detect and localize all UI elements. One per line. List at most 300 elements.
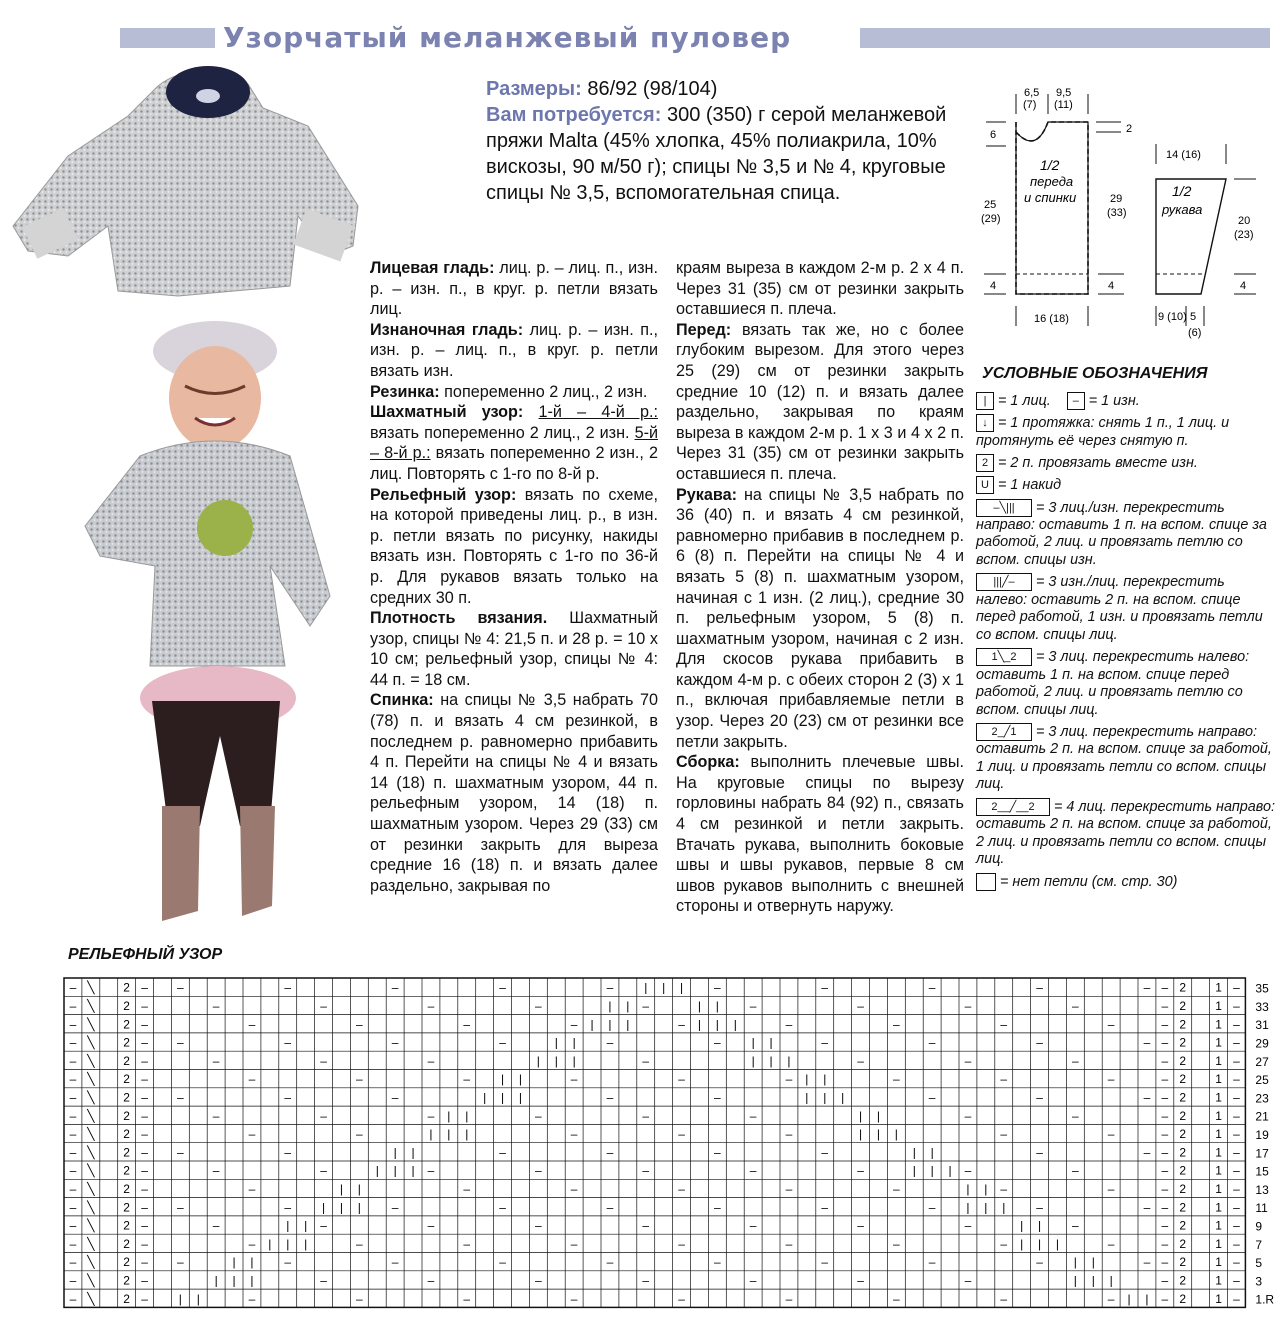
stitch-symbol: – bbox=[570, 1236, 578, 1251]
legend-text: = 1 изн. bbox=[1088, 392, 1140, 409]
stitch-symbol: – bbox=[642, 1108, 650, 1123]
stitch-symbol: – bbox=[642, 1163, 650, 1178]
stitch-symbol: – bbox=[1072, 1108, 1079, 1123]
stitch-symbol: | bbox=[1037, 1218, 1042, 1233]
cross-right-knit-symbol-icon: 2_╱1 bbox=[976, 723, 1032, 741]
stitch-symbol: – bbox=[1233, 1236, 1240, 1251]
stitch-symbol: | bbox=[500, 1072, 505, 1087]
stitch-symbol: – bbox=[964, 1273, 972, 1288]
stitch-symbol: 2 bbox=[123, 1291, 130, 1306]
stitch-symbol: – bbox=[69, 1236, 77, 1251]
stitch-symbol: – bbox=[320, 1218, 327, 1233]
stitch-symbol: – bbox=[1161, 1072, 1169, 1087]
stitch-symbol: | bbox=[393, 1163, 397, 1178]
legend-text: = нет петли (см. стр. 30) bbox=[1000, 873, 1178, 890]
row-label: 29 bbox=[1255, 1036, 1269, 1051]
stitch-symbol: – bbox=[1233, 1273, 1240, 1288]
stitch-symbol: – bbox=[141, 1090, 148, 1105]
sizes-value: 86/92 (98/104) bbox=[581, 78, 718, 100]
stitch-symbol: | bbox=[572, 1053, 576, 1068]
stitch-symbol: – bbox=[356, 1127, 363, 1142]
stitch-symbol: 2 bbox=[1179, 1255, 1187, 1270]
stitch-symbol: | bbox=[214, 1273, 218, 1288]
stitch-symbol: 2 bbox=[1179, 1035, 1187, 1050]
stitch-symbol: ╲ bbox=[87, 1163, 95, 1178]
stitch-symbol: | bbox=[483, 1090, 487, 1105]
stitch-symbol: – bbox=[749, 999, 757, 1014]
stitch-symbol: | bbox=[554, 1053, 558, 1068]
stitch-symbol: – bbox=[141, 1053, 148, 1068]
dim-label: 9 (10) bbox=[1158, 311, 1187, 323]
stitch-symbol: – bbox=[1233, 1182, 1240, 1197]
stitch-symbol: 2 bbox=[123, 1255, 130, 1270]
stitch-symbol: | bbox=[697, 1017, 702, 1032]
stitch-symbol: | bbox=[393, 1145, 397, 1160]
stitch-symbol: – bbox=[964, 1163, 972, 1178]
stitch-symbol: – bbox=[570, 1127, 578, 1142]
stitch-symbol: | bbox=[697, 999, 702, 1014]
stitch-symbol: – bbox=[320, 1053, 327, 1068]
title-bar-right bbox=[860, 28, 1270, 48]
stitch-symbol: | bbox=[626, 999, 630, 1014]
stitch-symbol: 2 bbox=[1179, 1182, 1187, 1197]
stitch-symbol: – bbox=[248, 1182, 256, 1197]
dim-label: (11) bbox=[1054, 99, 1073, 111]
stitch-symbol: | bbox=[858, 1127, 863, 1142]
stitch-symbol: – bbox=[69, 1273, 77, 1288]
stitch-symbol: – bbox=[535, 1108, 542, 1123]
paragraph-text: вязать по схеме, на которой приведены лиц. р., в изн. р. петли вязать по рисунку, накиды вязать изн. Повторять с 1-го по 36-й р. Для рукавов вязать только на средних 30 п. bbox=[370, 485, 659, 607]
dim-label: 4 bbox=[1240, 280, 1247, 292]
stitch-symbol: – bbox=[1161, 1035, 1169, 1050]
row-label: 33 bbox=[1255, 999, 1269, 1014]
stitch-symbol: | bbox=[250, 1273, 254, 1288]
stitch-symbol: | bbox=[196, 1291, 200, 1306]
stitch-symbol: – bbox=[1161, 1200, 1169, 1215]
dim-label: 25 bbox=[984, 199, 997, 211]
legend-item bbox=[976, 414, 1276, 450]
stitch-symbol: – bbox=[1161, 1255, 1169, 1270]
purl2tog-symbol-icon: 2 bbox=[976, 454, 994, 472]
stitch-symbol: – bbox=[749, 1163, 757, 1178]
stitch-symbol: – bbox=[785, 1017, 793, 1032]
stitch-symbol: | bbox=[644, 980, 648, 995]
stitch-symbol: | bbox=[876, 1108, 881, 1123]
stitch-symbol: 1 bbox=[1215, 980, 1222, 995]
stitch-symbol: | bbox=[304, 1236, 308, 1251]
sizes-label: Размеры: bbox=[486, 78, 582, 100]
stitch-symbol: – bbox=[320, 999, 327, 1014]
row-label: 31 bbox=[1255, 1018, 1269, 1033]
cross-left-knit-symbol-icon: 1╲_2 bbox=[976, 648, 1032, 666]
stitch-symbol: – bbox=[678, 1236, 685, 1251]
paragraph-text: краям выреза в каждом 2-м р. 2 х 4 п. Через 31 (35) см от резинки закрыть оставшиеся п. плеча. bbox=[676, 259, 964, 319]
stitch-symbol: ╲ bbox=[87, 1090, 95, 1105]
cross-right-symbol-icon: –╲||| bbox=[976, 499, 1032, 517]
stitch-symbol: ╲ bbox=[87, 1017, 95, 1032]
stitch-symbol: 1 bbox=[1215, 1273, 1222, 1288]
stitch-symbol: | bbox=[518, 1090, 523, 1105]
stitch-symbol: – bbox=[499, 1035, 506, 1050]
stitch-symbol: – bbox=[1036, 1200, 1043, 1215]
stitch-symbol: | bbox=[447, 1127, 451, 1142]
stitch-symbol: 2 bbox=[1179, 1127, 1187, 1142]
stitch-symbol: – bbox=[177, 1145, 184, 1160]
stitch-symbol: – bbox=[570, 1291, 578, 1306]
stitch-symbol: – bbox=[785, 1127, 793, 1142]
stitch-symbol: – bbox=[391, 980, 399, 995]
stitch-symbol: – bbox=[177, 1090, 184, 1105]
stitch-symbol: – bbox=[821, 980, 829, 995]
stitch-symbol: – bbox=[893, 1072, 900, 1087]
stitch-symbol: 1 bbox=[1215, 1255, 1222, 1270]
stitch-symbol: – bbox=[1233, 1200, 1240, 1215]
front-label: 1/2 bbox=[1040, 157, 1060, 173]
stitch-symbol: 2 bbox=[123, 1163, 130, 1178]
paragraph-text: вязать попеременно 2 изн., 2 лиц. Повторять с 1-го по 8-й р. bbox=[370, 444, 658, 483]
stitch-symbol: – bbox=[248, 1017, 256, 1032]
stitch-symbol: – bbox=[642, 1273, 650, 1288]
dim-label: 29 bbox=[1110, 193, 1123, 205]
stitch-symbol: | bbox=[339, 1200, 344, 1215]
stitch-symbol: 1 bbox=[1215, 1163, 1222, 1178]
row-label: 17 bbox=[1255, 1146, 1269, 1161]
stitch-symbol: – bbox=[356, 1072, 363, 1087]
stitch-symbol: – bbox=[1233, 1108, 1240, 1123]
paragraph-label: Изнаночная гладь: bbox=[370, 320, 524, 339]
stitch-symbol: | bbox=[536, 1053, 540, 1068]
stitch-symbol: | bbox=[321, 1200, 326, 1215]
stitch-symbol: | bbox=[232, 1255, 236, 1270]
stitch-symbol: – bbox=[320, 1273, 327, 1288]
row-label: 35 bbox=[1255, 981, 1269, 996]
stitch-symbol: – bbox=[1036, 980, 1043, 995]
stitch-symbol: – bbox=[1143, 1200, 1151, 1215]
stitch-symbol: – bbox=[1000, 1127, 1008, 1142]
stitch-symbol: 2 bbox=[1179, 999, 1187, 1014]
stitch-symbol: – bbox=[212, 1163, 220, 1178]
stitch-symbol: | bbox=[912, 1163, 916, 1178]
stitch-symbol: ╲ bbox=[87, 1182, 95, 1197]
stitch-symbol: | bbox=[268, 1236, 272, 1251]
stitch-symbol: 1 bbox=[1215, 1108, 1222, 1123]
stitch-symbol: – bbox=[284, 1200, 292, 1215]
stitch-symbol: – bbox=[141, 1145, 148, 1160]
stitch-symbol: 2 bbox=[1179, 1053, 1187, 1068]
stitch-symbol: – bbox=[1036, 1035, 1043, 1050]
stitch-symbol: – bbox=[857, 1273, 864, 1288]
stitch-symbol: – bbox=[499, 1255, 506, 1270]
stitch-symbol: – bbox=[893, 1182, 900, 1197]
stitch-symbol: ╲ bbox=[87, 1200, 95, 1215]
stitch-symbol: – bbox=[141, 980, 148, 995]
legend-text: = 3 лиц. перекрестить налево: оставить 1 п. на вспом. спице перед работой, 2 лиц. и провязать петлю со вспом. спицы лиц. bbox=[976, 649, 1250, 718]
stitch-symbol: | bbox=[465, 1108, 469, 1123]
stitch-symbol: | bbox=[339, 1182, 344, 1197]
stitch-symbol: – bbox=[248, 1072, 256, 1087]
garment-schema bbox=[976, 84, 1266, 354]
stitch-symbol: – bbox=[714, 1035, 721, 1050]
stitch-symbol: – bbox=[1161, 1163, 1169, 1178]
stitch-symbol: ╲ bbox=[87, 1035, 95, 1050]
stitch-symbol: | bbox=[841, 1090, 845, 1105]
row-label: 19 bbox=[1255, 1128, 1269, 1143]
paragraph bbox=[676, 752, 964, 917]
stitch-symbol: – bbox=[928, 1035, 936, 1050]
stitch-symbol: – bbox=[356, 1017, 363, 1032]
stitch-symbol: – bbox=[69, 1127, 77, 1142]
dim-label: (23) bbox=[1234, 229, 1254, 241]
row-label: 1.R bbox=[1255, 1292, 1275, 1307]
legend-item bbox=[976, 873, 1276, 891]
stitch-symbol: ╲ bbox=[87, 1108, 95, 1123]
stitch-symbol: | bbox=[805, 1090, 809, 1105]
stitch-symbol: 1 bbox=[1215, 1182, 1222, 1197]
stitch-symbol: – bbox=[1161, 1273, 1169, 1288]
stitch-symbol: 1 bbox=[1215, 1200, 1222, 1215]
stitch-symbol: – bbox=[1107, 1017, 1115, 1032]
stitch-symbol: – bbox=[606, 1255, 614, 1270]
row-label: 13 bbox=[1255, 1182, 1269, 1197]
stitch-symbol: | bbox=[1091, 1273, 1095, 1288]
stitch-symbol: – bbox=[1233, 1072, 1240, 1087]
stitch-symbol: – bbox=[141, 1072, 148, 1087]
row-range: 1-й – 4-й р.: bbox=[538, 403, 658, 422]
stitch-symbol: ╲ bbox=[87, 1072, 95, 1087]
stitch-symbol: ╲ bbox=[87, 1127, 95, 1142]
stitch-symbol: – bbox=[857, 999, 864, 1014]
stitch-symbol: – bbox=[1161, 1291, 1169, 1306]
slip-symbol-icon: ↓ bbox=[976, 414, 994, 432]
paragraph-text: лиц. р. – изн. п., изн. р. – лиц. п., в круг. р. петли вязать изн. bbox=[370, 320, 658, 380]
paragraph bbox=[676, 485, 964, 753]
dim-label: 20 bbox=[1238, 215, 1251, 227]
stitch-symbol: ╲ bbox=[87, 1255, 95, 1270]
stitch-symbol: – bbox=[427, 1108, 435, 1123]
paragraph-label: Сборка: bbox=[676, 753, 740, 772]
dim-label: (33) bbox=[1107, 207, 1127, 219]
stitch-symbol: ╲ bbox=[87, 1053, 95, 1068]
stitch-symbol: – bbox=[857, 1163, 864, 1178]
row-label: 25 bbox=[1255, 1073, 1269, 1088]
stitch-symbol: – bbox=[284, 1145, 292, 1160]
stitch-symbol: – bbox=[964, 1053, 972, 1068]
stitch-symbol: – bbox=[1143, 1090, 1151, 1105]
stitch-symbol: – bbox=[1161, 1218, 1169, 1233]
stitch-symbol: – bbox=[1036, 1145, 1043, 1160]
stitch-symbol: | bbox=[733, 1017, 737, 1032]
stitch-symbol: – bbox=[69, 1255, 77, 1270]
title-banner bbox=[120, 20, 1270, 56]
stitch-symbol: – bbox=[964, 1108, 972, 1123]
stitch-symbol: – bbox=[463, 1017, 471, 1032]
stitch-symbol: – bbox=[928, 1090, 936, 1105]
stitch-symbol: – bbox=[141, 1200, 148, 1215]
stitch-symbol: – bbox=[535, 1218, 542, 1233]
sweater-photo bbox=[8, 56, 368, 306]
stitch-symbol: | bbox=[1073, 1255, 1077, 1270]
stitch-symbol: | bbox=[966, 1200, 970, 1215]
stitch-symbol: | bbox=[500, 1090, 505, 1105]
stitch-symbol: – bbox=[570, 1072, 578, 1087]
stitch-symbol: | bbox=[769, 1035, 773, 1050]
stitch-symbol: – bbox=[69, 999, 77, 1014]
stitch-symbol: | bbox=[411, 1163, 415, 1178]
stitch-symbol: – bbox=[714, 980, 721, 995]
stitch-symbol: | bbox=[823, 1072, 827, 1087]
stitch-symbol: | bbox=[1055, 1236, 1060, 1251]
stitch-symbol: – bbox=[177, 1255, 184, 1270]
stitch-symbol: – bbox=[141, 1291, 148, 1306]
dim-label: 5 bbox=[1190, 311, 1197, 323]
front-label: переда bbox=[1030, 174, 1074, 189]
stitch-symbol: – bbox=[1161, 1236, 1169, 1251]
front-label: и спинки bbox=[1024, 190, 1077, 205]
stitch-symbol: – bbox=[785, 1236, 793, 1251]
legend-text: = 3 лиц./изн. перекрестить направо: оставить 1 п. на вспом. спице за работой, 2 лиц. и провязать петлю со вспом. спицы изн. bbox=[976, 499, 1267, 568]
row-range: 5-й – 8-й р.: bbox=[370, 423, 658, 463]
legend-text: = 3 изн./лиц. перекрестить налево: оставить 2 п. на вспом. спице перед работой, 1 изн. и провязать петли со вспом. спицы лиц. bbox=[976, 574, 1263, 643]
stitch-symbol: – bbox=[1143, 1035, 1151, 1050]
stitch-symbol: 1 bbox=[1215, 1017, 1222, 1032]
stitch-symbol: – bbox=[606, 980, 614, 995]
stitch-symbol: – bbox=[1107, 1072, 1115, 1087]
stitch-symbol: 2 bbox=[123, 1182, 130, 1197]
stitch-symbol: – bbox=[714, 1200, 721, 1215]
stitch-symbol: 2 bbox=[1179, 1291, 1187, 1306]
stitch-symbol: – bbox=[606, 1035, 614, 1050]
stitch-symbol: – bbox=[678, 1182, 685, 1197]
dim-label: 14 (16) bbox=[1166, 149, 1201, 161]
stitch-symbol: | bbox=[626, 1017, 630, 1032]
paragraph-text: на спицы № 3,5 набрать по 36 (40) п. и вязать 4 см резинкой, равномерно прибавив в последнем р. 6 (8) п. Перейти на спицы № 4 и вязать 5 (8) п. шахматным узором, начиная с 1 изн. (2 лиц.), средние 30 п. рельефным узором, 5 (8) п. шахматным узором, начиная с 2 изн. Для скосов рукава прибавить в каждом 4-м р. с обеих сторон 2 (3) х 1 п., включая прибавляемые петли в узор. Через 20 (23) см от резинки все петли закрыть. bbox=[676, 485, 964, 751]
row-label: 15 bbox=[1255, 1164, 1269, 1179]
stitch-symbol: | bbox=[679, 980, 684, 995]
stitch-symbol: 2 bbox=[1179, 1163, 1187, 1178]
paragraph-text: на спицы № 3,5 набрать 70 (78) п. и вязать 4 см резинкой, в последнем р. равномерно прибавить 4 п. Перейти на спицы № 4 и вязать 14 (18) п. шахматным узором, 44 п. рельефным узором, 14 (18) п. шахматным узором. Через 29 (33) см от резинки закрыть для выреза средние 16 (18) п. и вязать далее раздельно, закрывая по bbox=[370, 691, 658, 895]
stitch-symbol: | bbox=[250, 1255, 254, 1270]
stitch-symbol: | bbox=[662, 980, 666, 995]
cross-4-symbol-icon: 2__╱__2 bbox=[976, 798, 1050, 816]
stitch-symbol: – bbox=[463, 1182, 471, 1197]
stitch-symbol: – bbox=[1000, 1291, 1008, 1306]
stitch-symbol: – bbox=[284, 980, 292, 995]
stitch-symbol: – bbox=[535, 1273, 542, 1288]
stitch-symbol: – bbox=[1143, 1145, 1151, 1160]
stitch-symbol: – bbox=[1000, 1236, 1008, 1251]
paragraph bbox=[370, 690, 658, 896]
row-label: 23 bbox=[1255, 1091, 1269, 1106]
stitch-symbol: – bbox=[964, 1218, 972, 1233]
stitch-symbol: 2 bbox=[123, 1236, 130, 1251]
stitch-symbol: – bbox=[1161, 1053, 1169, 1068]
stitch-symbol: | bbox=[1127, 1291, 1131, 1306]
stitch-symbol: – bbox=[1233, 1090, 1240, 1105]
stitch-symbol: – bbox=[177, 1200, 184, 1215]
stitch-symbol: – bbox=[714, 1090, 721, 1105]
stitch-symbol: 2 bbox=[123, 1145, 130, 1160]
stitch-symbol: | bbox=[715, 999, 719, 1014]
stitch-symbol: – bbox=[1161, 1127, 1169, 1142]
paragraph-text: вязать попеременно 2 лиц., 2 изн. bbox=[370, 423, 635, 442]
dim-label: 2 bbox=[1126, 123, 1133, 135]
stitch-symbol: – bbox=[427, 1218, 435, 1233]
stitch-symbol: – bbox=[678, 1127, 685, 1142]
dim-label: 16 (18) bbox=[1034, 313, 1069, 325]
stitch-symbol: | bbox=[447, 1108, 451, 1123]
stitch-symbol: – bbox=[1161, 1017, 1169, 1032]
dim-label: 9,5 bbox=[1056, 87, 1072, 99]
stitch-symbol: – bbox=[1161, 1145, 1169, 1160]
legend-text: = 2 п. провязать вместе изн. bbox=[998, 454, 1198, 471]
stitch-symbol: 1 bbox=[1215, 1291, 1222, 1306]
stitch-symbol: – bbox=[893, 1291, 900, 1306]
paragraph-label: Перед: bbox=[676, 320, 732, 339]
stitch-symbol: – bbox=[1233, 1218, 1240, 1233]
stitch-symbol: 1 bbox=[1215, 1053, 1222, 1068]
stitch-symbol: – bbox=[1107, 1127, 1115, 1142]
stitch-symbol: 2 bbox=[1179, 1145, 1187, 1160]
stitch-symbol: ╲ bbox=[87, 1273, 95, 1288]
stitch-symbol: – bbox=[141, 1218, 148, 1233]
stitch-symbol: – bbox=[821, 1145, 829, 1160]
stitch-symbol: | bbox=[787, 1053, 791, 1068]
stitch-symbol: 1 bbox=[1215, 1035, 1222, 1050]
stitch-symbol: 2 bbox=[1179, 1072, 1187, 1087]
stitch-symbol: 1 bbox=[1215, 999, 1222, 1014]
stitch-symbol: | bbox=[304, 1218, 308, 1233]
stitch-symbol: 2 bbox=[123, 1035, 130, 1050]
stitch-symbol: – bbox=[535, 999, 542, 1014]
stitch-symbol: – bbox=[642, 1053, 650, 1068]
stitch-symbol: – bbox=[714, 1145, 721, 1160]
instructions-column-1 bbox=[370, 258, 658, 896]
chart-title: РЕЛЬЕФНЫЙ УЗОР bbox=[68, 946, 223, 963]
stitch-symbol: – bbox=[928, 980, 936, 995]
stitch-symbol: – bbox=[928, 1255, 936, 1270]
stitch-symbol: – bbox=[1107, 1291, 1115, 1306]
stitch-symbol: | bbox=[823, 1090, 827, 1105]
knit-symbol-icon: | bbox=[976, 392, 994, 410]
stitch-symbol: 2 bbox=[123, 999, 130, 1014]
stitch-symbol: | bbox=[1002, 1200, 1006, 1215]
stitch-symbol: – bbox=[69, 1053, 77, 1068]
stitch-symbol: 1 bbox=[1215, 1145, 1222, 1160]
stitch-symbol: 1 bbox=[1215, 1218, 1222, 1233]
stitch-symbol: – bbox=[212, 999, 220, 1014]
stitch-symbol: – bbox=[284, 1255, 292, 1270]
stitch-symbol: 2 bbox=[1179, 1218, 1187, 1233]
stitch-symbol: | bbox=[876, 1127, 881, 1142]
stitch-symbol: – bbox=[1233, 1163, 1240, 1178]
legend-item bbox=[976, 499, 1276, 570]
stitch-symbol: – bbox=[1036, 1255, 1043, 1270]
no-stitch-symbol-icon bbox=[976, 873, 996, 891]
stitch-symbol: – bbox=[69, 980, 77, 995]
stitch-symbol: – bbox=[785, 1291, 793, 1306]
paragraph bbox=[370, 258, 658, 320]
stitch-symbol: – bbox=[749, 1273, 757, 1288]
stitch-symbol: – bbox=[1072, 999, 1079, 1014]
stitch-symbol: 2 bbox=[1179, 1236, 1187, 1251]
instructions-column-2 bbox=[676, 258, 964, 917]
legend-item bbox=[976, 648, 1276, 719]
stitch-symbol: – bbox=[141, 1035, 148, 1050]
stitch-symbol: | bbox=[805, 1072, 809, 1087]
dim-label: (6) bbox=[1188, 327, 1202, 339]
stitch-symbol: – bbox=[1233, 980, 1240, 995]
stitch-symbol: – bbox=[320, 1108, 327, 1123]
